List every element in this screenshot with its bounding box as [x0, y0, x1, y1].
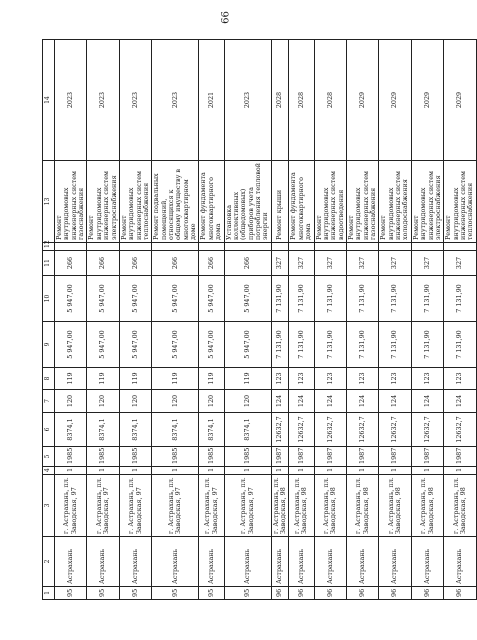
table-cell: 95	[224, 587, 271, 600]
table-cell: 5 947,00	[87, 276, 119, 322]
table-cell	[224, 243, 271, 251]
table-cell: 120	[55, 390, 87, 413]
table-cell: 5 947,00	[87, 322, 119, 368]
table-cell: 266	[119, 251, 151, 276]
table-cell	[119, 243, 151, 251]
table-cell: 1985	[152, 447, 199, 467]
table-row	[199, 40, 224, 600]
table-cell: 327	[271, 251, 289, 276]
table-cell: 124	[346, 390, 378, 413]
table-cell: 1987	[379, 447, 411, 467]
table-cell: 12632,7	[314, 413, 346, 447]
table-cell: 327	[444, 251, 476, 276]
table-cell: 8374,1	[87, 413, 119, 447]
table-cell	[199, 243, 224, 251]
table-cell: 327	[379, 251, 411, 276]
table-cell: Астрахань	[224, 537, 271, 587]
table-cell: 7 131,90	[346, 276, 378, 322]
table-cell: 5 947,00	[199, 322, 224, 368]
table-cell: Астрахань	[444, 537, 476, 587]
table-cell: 96	[379, 587, 411, 600]
column-header: 1	[43, 587, 55, 600]
table-body	[43, 40, 477, 600]
column-header: 6	[43, 413, 55, 447]
table-cell: 8374,1	[55, 413, 87, 447]
table-cell	[444, 243, 476, 251]
table-cell: Астрахань	[87, 537, 119, 587]
table-cell: 5 947,00	[55, 276, 87, 322]
table-row	[87, 40, 119, 600]
table-cell: Ремонт фундамента многоквартирного дома	[289, 161, 314, 243]
table-cell: 2028	[271, 40, 289, 161]
column-header: 3	[43, 475, 55, 537]
table-cell: 266	[199, 251, 224, 276]
table-cell: 5 947,00	[119, 322, 151, 368]
table-cell: 8374,1	[224, 413, 271, 447]
table-cell	[289, 243, 314, 251]
table-cell: г. Астрахань, пл. Заводская, 97	[199, 475, 224, 537]
table-row	[55, 40, 87, 600]
table-cell: 95	[87, 587, 119, 600]
table-cell: 5 947,00	[119, 276, 151, 322]
table-cell: Астрахань	[411, 537, 443, 587]
table-cell: Установка коллективных (общедомовых) приборов учета потребления тепловой энергии	[224, 161, 271, 243]
table-cell: 2023	[87, 40, 119, 161]
table-cell	[152, 243, 199, 251]
table-cell: г. Астрахань, пл. Заводская, 98	[444, 475, 476, 537]
table-row	[271, 40, 289, 600]
column-header: 8	[43, 368, 55, 390]
table-cell: г. Астрахань, пл. Заводская, 98	[289, 475, 314, 537]
table-cell: 5 947,00	[55, 322, 87, 368]
table-cell: 119	[55, 368, 87, 390]
table-cell: г. Астрахань, пл. Заводская, 98	[271, 475, 289, 537]
table-cell: г. Астрахань, пл. Заводская, 97	[119, 475, 151, 537]
table-cell: Астрахань	[289, 537, 314, 587]
table-cell: 123	[346, 368, 378, 390]
table-cell: 7 131,90	[271, 276, 289, 322]
table-cell: 96	[289, 587, 314, 600]
table-cell: 5 947,00	[152, 322, 199, 368]
table-cell: 119	[199, 368, 224, 390]
table-cell: 1	[199, 467, 224, 475]
table-cell: 7 131,90	[444, 276, 476, 322]
table-cell: 1	[379, 467, 411, 475]
table-cell: 327	[314, 251, 346, 276]
table-cell: 124	[271, 390, 289, 413]
column-header: 4	[43, 467, 55, 475]
table-cell: 1	[55, 467, 87, 475]
table-cell: 8374,1	[199, 413, 224, 447]
table-cell: 2023	[152, 40, 199, 161]
table-cell: 12632,7	[271, 413, 289, 447]
table-cell: 5 947,00	[224, 276, 271, 322]
table-cell: 95	[199, 587, 224, 600]
table-cell: г. Астрахань, пл. Заводская, 98	[379, 475, 411, 537]
table-cell: 123	[411, 368, 443, 390]
table-cell: 119	[152, 368, 199, 390]
table-row	[152, 40, 199, 600]
table-cell: 96	[314, 587, 346, 600]
table-cell	[346, 243, 378, 251]
table-cell: 120	[152, 390, 199, 413]
table-cell: 2029	[379, 40, 411, 161]
table-cell: 119	[119, 368, 151, 390]
table-header-row	[43, 40, 55, 600]
table-cell: 124	[411, 390, 443, 413]
table-cell: Астрахань	[152, 537, 199, 587]
table-cell: 123	[271, 368, 289, 390]
table-cell: 7 131,90	[444, 322, 476, 368]
table-cell: 266	[87, 251, 119, 276]
table-cell	[314, 243, 346, 251]
table-cell: 7 131,90	[271, 322, 289, 368]
table-cell: 1987	[444, 447, 476, 467]
table-cell: 1987	[289, 447, 314, 467]
table-cell: 1	[411, 467, 443, 475]
table-cell: Ремонт внутридомовых инженерных систем газоснабжения	[346, 161, 378, 243]
table-cell: 12632,7	[444, 413, 476, 447]
table-cell: 1987	[271, 447, 289, 467]
table-cell: 120	[224, 390, 271, 413]
table-cell: 120	[87, 390, 119, 413]
table-cell: 327	[411, 251, 443, 276]
column-header: 14	[43, 40, 55, 161]
table-cell: Ремонт внутридомовых инженерных систем холодоснабжения	[379, 161, 411, 243]
page-number: 66	[220, 11, 232, 24]
table-cell: Ремонт внутридомовых инженерных систем теплоснабжения	[119, 161, 151, 243]
table-row	[119, 40, 151, 600]
table-cell: 2023	[55, 40, 87, 161]
table-cell	[271, 243, 289, 251]
table-cell: 95	[55, 587, 87, 600]
table-cell: 8374,1	[152, 413, 199, 447]
table-cell: 96	[271, 587, 289, 600]
table-cell: 7 131,90	[346, 322, 378, 368]
table-cell: 120	[119, 390, 151, 413]
table-cell: 327	[289, 251, 314, 276]
table-cell: 1985	[119, 447, 151, 467]
table-cell: 1985	[55, 447, 87, 467]
table-cell	[411, 243, 443, 251]
table-cell: 7 131,90	[289, 276, 314, 322]
table-cell: 1	[152, 467, 199, 475]
table-cell: 1987	[314, 447, 346, 467]
table-cell	[55, 243, 87, 251]
table-container	[42, 40, 475, 600]
table-cell: 1	[289, 467, 314, 475]
table-cell: 2029	[444, 40, 476, 161]
table-cell: 5 947,00	[224, 322, 271, 368]
table-cell: Ремонт внутридомовых инженерных систем водоотведения	[314, 161, 346, 243]
table-row	[379, 40, 411, 600]
column-header: 9	[43, 322, 55, 368]
table-cell: г. Астрахань, пл. Заводская, 98	[346, 475, 378, 537]
table-cell: г. Астрахань, пл. Заводская, 97	[152, 475, 199, 537]
table-cell: г. Астрахань, пл. Заводская, 97	[87, 475, 119, 537]
table-cell: 12632,7	[289, 413, 314, 447]
column-header: 7	[43, 390, 55, 413]
table-cell: Астрахань	[271, 537, 289, 587]
table-cell: 119	[224, 368, 271, 390]
column-header: 10	[43, 276, 55, 322]
table-cell: 124	[379, 390, 411, 413]
table-cell: 95	[152, 587, 199, 600]
table-cell: 8374,1	[119, 413, 151, 447]
table-cell: 2023	[224, 40, 271, 161]
table-cell: Астрахань	[119, 537, 151, 587]
table-cell: 1985	[87, 447, 119, 467]
table-row	[314, 40, 346, 600]
table-cell: 1987	[346, 447, 378, 467]
table-cell: 119	[87, 368, 119, 390]
table-cell: 124	[444, 390, 476, 413]
table-cell: Ремонт подвальных помещений, относящихся к общему имуществу в многоквартирном доме	[152, 161, 199, 243]
table-cell: г. Астрахань, пл. Заводская, 98	[314, 475, 346, 537]
table-cell: 1985	[224, 447, 271, 467]
table-row	[346, 40, 378, 600]
table-cell: г. Астрахань, пл. Заводская, 97	[55, 475, 87, 537]
table-cell: 12632,7	[411, 413, 443, 447]
table-cell: 2028	[289, 40, 314, 161]
table-row	[224, 40, 271, 600]
table-cell: 2021	[199, 40, 224, 161]
table-cell: 95	[119, 587, 151, 600]
table-cell: 1	[444, 467, 476, 475]
table-cell: Ремонт фундамента многоквартирного дома	[199, 161, 224, 243]
table-cell: Астрахань	[55, 537, 87, 587]
table-row	[444, 40, 476, 600]
table-cell: 1	[346, 467, 378, 475]
table-cell: г. Астрахань, пл. Заводская, 98	[411, 475, 443, 537]
table-cell: Астрахань	[199, 537, 224, 587]
table-cell: 266	[224, 251, 271, 276]
table-cell: 2028	[314, 40, 346, 161]
table-cell: 7 131,90	[314, 322, 346, 368]
table-cell: 1	[87, 467, 119, 475]
table-cell: 96	[411, 587, 443, 600]
table-cell: 123	[289, 368, 314, 390]
table-cell: 327	[346, 251, 378, 276]
repair-schedule-table	[42, 39, 477, 600]
table-cell: 123	[444, 368, 476, 390]
table-cell: 2023	[119, 40, 151, 161]
table-cell	[379, 243, 411, 251]
table-cell: 7 131,90	[411, 276, 443, 322]
table-cell: 1987	[411, 447, 443, 467]
table-cell: Астрахань	[346, 537, 378, 587]
table-cell: 266	[152, 251, 199, 276]
table-row	[411, 40, 443, 600]
table-cell: 12632,7	[379, 413, 411, 447]
table-cell: 123	[314, 368, 346, 390]
table-cell: 1	[224, 467, 271, 475]
column-header: 2	[43, 537, 55, 587]
table-cell: 7 131,90	[379, 322, 411, 368]
table-cell: 2029	[346, 40, 378, 161]
table-cell: 123	[379, 368, 411, 390]
column-header: 5	[43, 447, 55, 467]
table-cell: 2029	[411, 40, 443, 161]
table-cell: 96	[346, 587, 378, 600]
table-cell: Ремонт внутридомовых инженерных систем электроснабжения	[411, 161, 443, 243]
table-cell: 7 131,90	[314, 276, 346, 322]
table-cell: Астрахань	[314, 537, 346, 587]
table-row	[289, 40, 314, 600]
table-cell: г. Астрахань, пл. Заводская, 97	[224, 475, 271, 537]
table-cell: 1	[119, 467, 151, 475]
table-cell: 1	[314, 467, 346, 475]
table-cell: Ремонт внутридомовых инженерных систем электроснабжения	[87, 161, 119, 243]
table-cell: Ремонт внутридомовых инженерных систем теплоснабжения	[444, 161, 476, 243]
table-cell: 7 131,90	[289, 322, 314, 368]
table-cell: 7 131,90	[411, 322, 443, 368]
table-cell	[87, 243, 119, 251]
table-cell: Ремонт крыши	[271, 161, 289, 243]
table-cell: 266	[55, 251, 87, 276]
table-cell: 7 131,90	[379, 276, 411, 322]
table-cell: 1	[271, 467, 289, 475]
column-header: 12	[43, 243, 55, 251]
table-cell: Ремонт внутридомовых инженерных систем газоснабжения	[55, 161, 87, 243]
table-cell: 5 947,00	[199, 276, 224, 322]
table-cell: Астрахань	[379, 537, 411, 587]
table-cell: 96	[444, 587, 476, 600]
table-cell: 124	[314, 390, 346, 413]
table-cell: 12632,7	[346, 413, 378, 447]
column-header: 11	[43, 251, 55, 276]
table-cell: 1985	[199, 447, 224, 467]
column-header: 13	[43, 161, 55, 243]
table-cell: 124	[289, 390, 314, 413]
table-cell: 5 947,00	[152, 276, 199, 322]
table-cell: 120	[199, 390, 224, 413]
